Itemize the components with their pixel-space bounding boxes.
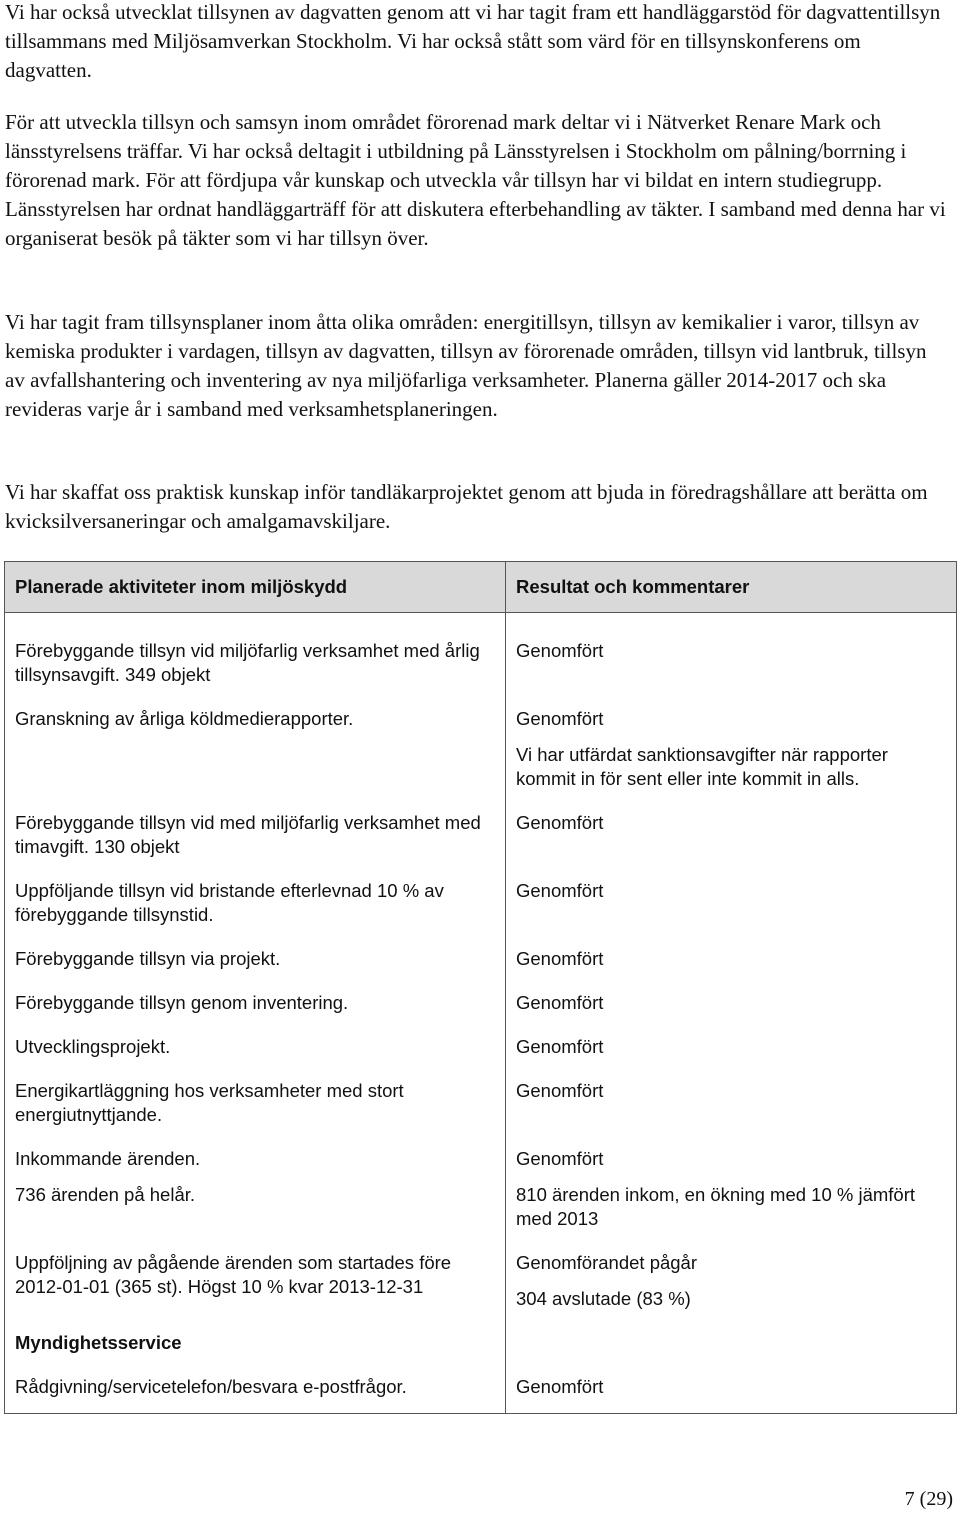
result-cell <box>506 689 957 791</box>
table-row <box>5 1015 957 1059</box>
header-activities: Planerade aktiviteter inom miljöskydd <box>5 562 506 613</box>
table-row <box>5 971 957 1015</box>
result-cell <box>506 1231 957 1311</box>
activity-cell: Förebyggande tillsyn genom inventering. <box>5 971 506 1015</box>
paragraph-tandlakarprojekt: Vi har skaffat oss praktisk kunskap inför tandläkarprojektet genom att bjuda in föredragshållare att berätta om kvicksilversaneringar och amalgamavskiljare. <box>5 480 928 533</box>
result-cell: Genomfört <box>506 1059 957 1127</box>
result-cell: Genomfört <box>506 791 957 859</box>
table-row <box>5 1127 957 1171</box>
result-comment: Vi har utfärdat sanktionsavgifter när rapporter kommit in för sent eller inte kommit in alls. <box>516 744 888 789</box>
activity-cell: Förebyggande tillsyn via projekt. <box>5 927 506 971</box>
result-cell: Genomfört <box>506 971 957 1015</box>
activity-cell: 736 ärenden på helår. <box>5 1171 506 1231</box>
table-row <box>5 1171 957 1231</box>
page-number: 7 (29) <box>904 1488 953 1510</box>
table-row <box>5 791 957 859</box>
result-cell: 810 ärenden inkom, en ökning med 10 % jämfört med 2013 <box>506 1171 957 1231</box>
activity-cell: Rådgivning/servicetelefon/besvara e-postfrågor. <box>5 1355 506 1414</box>
table-header-row <box>5 562 957 613</box>
table-row <box>5 1231 957 1311</box>
table-row <box>5 689 957 791</box>
activity-cell: Uppföljande tillsyn vid bristande efterlevnad 10 % av förebyggande tillsynstid. <box>5 859 506 927</box>
activity-cell: Granskning av årliga köldmedierapporter. <box>5 689 506 791</box>
paragraph-fororenad-mark: För att utveckla tillsyn och samsyn inom området förorenad mark deltar vi i Nätverket Renare Mark och länsstyrelsens träffar. Vi har också deltagit i utbildning på Länsstyrelsen i Stockholm om pålning/borrning i förorenad mark. För att fördjupa vår kunskap och utveckla vår tillsyn har vi bildat en intern studiegrupp. Länsstyrelsen har ordnat handläggarträff för att diskutera efterbehandling av täkter. I samband med denna har vi organiserat besök på täkter som vi har tillsyn över. <box>5 110 946 250</box>
paragraph-tillsynsplaner: Vi har tagit fram tillsynsplaner inom åtta olika områden: energitillsyn, tillsyn av kemikalier i varor, tillsyn av kemiska produkter i vardagen, tillsyn av dagvatten, tillsyn av förorenade områden, tillsyn vid lantbruk, tillsyn av avfallshantering och inventering av nya miljöfarliga verksamheter. Planerna gäller 2014-2017 och ska revideras varje år i samband med verksamhetsplaneringen. <box>5 310 927 421</box>
table-row <box>5 1355 957 1414</box>
result-cell: Genomfört <box>506 1015 957 1059</box>
activity-cell: Energikartläggning hos verksamheter med stort energiutnyttjande. <box>5 1059 506 1127</box>
paragraph-dagvatten: Vi har också utvecklat tillsynen av dagvatten genom att vi har tagit fram ett handläggarstöd för dagvattentillsyn tillsammans med Miljösamverkan Stockholm. Vi har också stått som värd för en tillsynskonferens om dagvatten. <box>5 0 941 82</box>
result-comment: 304 avslutade (83 %) <box>516 1288 691 1309</box>
table-row <box>5 1059 957 1127</box>
result-cell: Genomfört <box>506 859 957 927</box>
table-row <box>5 1311 957 1355</box>
activity-cell: Inkommande ärenden. <box>5 1127 506 1171</box>
activity-cell: Uppföljning av pågående ärenden som startades före 2012-01-01 (365 st). Högst 10 % kvar 2013-12-31 <box>5 1231 506 1311</box>
section-heading: Myndighetsservice <box>5 1311 506 1355</box>
result-cell: Genomfört <box>506 1127 957 1171</box>
result-cell: Genomfört <box>506 613 957 690</box>
result-cell: Genomfört <box>506 927 957 971</box>
section-empty-cell <box>506 1311 957 1355</box>
table-row <box>5 613 957 690</box>
header-results: Resultat och kommentarer <box>506 562 957 613</box>
table-row <box>5 927 957 971</box>
result-status: Genomförandet pågår <box>516 1252 698 1273</box>
result-status: Genomfört <box>516 708 604 729</box>
result-cell: Genomfört <box>506 1355 957 1414</box>
activities-table <box>4 561 957 1414</box>
table-row <box>5 859 957 927</box>
activity-cell: Utvecklingsprojekt. <box>5 1015 506 1059</box>
activity-cell: Förebyggande tillsyn vid med miljöfarlig verksamhet med timavgift. 130 objekt <box>5 791 506 859</box>
activity-cell: Förebyggande tillsyn vid miljöfarlig verksamhet med årlig tillsynsavgift. 349 objekt <box>5 613 506 690</box>
